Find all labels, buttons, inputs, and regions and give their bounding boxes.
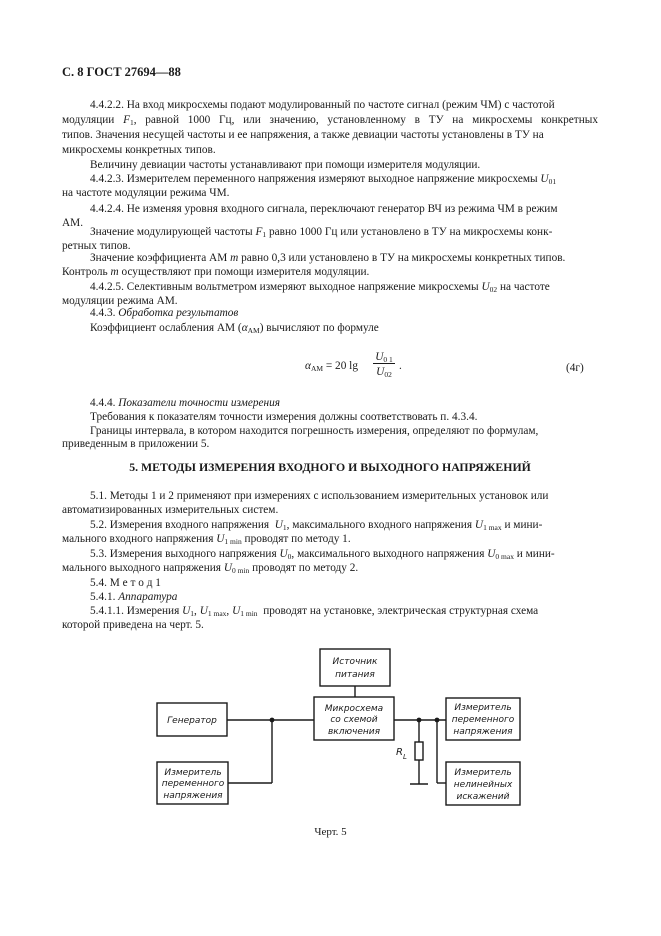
paragraph-5-1-line1: 5.1. Методы 1 и 2 применяют при измерениях с использованием измерительных установок или xyxy=(90,490,549,502)
paragraph-requirements: Требования к показателям точности измерения должны соответствовать п. 4.3.4. xyxy=(90,411,478,423)
formula-denominator: $U_{02}$ xyxy=(376,366,392,379)
chip-label-1: Микросхема xyxy=(324,704,384,714)
load-resistor xyxy=(415,742,423,760)
paragraph-am-coef-line2: Контроль m осуществляют при помощи измерителя модуляции. xyxy=(62,266,370,278)
paragraph-5-1-line2: автоматизированных измерительных систем. xyxy=(62,504,279,516)
equation-number: (4г) xyxy=(566,362,584,374)
resistor-label: R xyxy=(396,747,403,758)
output-meter-label-1: Измеритель xyxy=(454,703,512,713)
chip-label-3: включения xyxy=(327,727,381,737)
figure-caption: Черт. 5 xyxy=(314,826,347,838)
paragraph-4-4-2-4-line1: 4.4.2.4. Не изменяя уровня входного сигнала, переключают генератор ВЧ из режима ЧМ в режим xyxy=(90,203,558,215)
output-meter-label-2: переменного xyxy=(451,715,515,725)
junction-dot xyxy=(417,718,422,723)
paragraph-mod-freq-line1: Значение модулирующей частоты $F_1$ равно 1000 Гц или установлено в ТУ на микросхемы конк- xyxy=(90,226,553,239)
distortion-meter-label-2: нелинейных xyxy=(453,780,513,790)
paragraph-4-4-2-2-line2: модуляции $F_1$, равной 1000 Гц, или значению, установленному в ТУ на микросхемы конкретных xyxy=(62,114,599,127)
power-label-1: Источник xyxy=(332,657,378,667)
paragraph-4-4-2-2-line3: типов. Значения несущей частоты и ее напряжения, а также девиации частоты установлены в ТУ на xyxy=(62,129,544,141)
paragraph-bounds-line1: Границы интервала, в котором находится погрешность измерения, определяют по формулам, xyxy=(90,425,539,437)
chip-label-2: со схемой xyxy=(330,715,378,725)
paragraph-5-2-line1: 5.2. Измерения входного напряжения $U_1$, максимального входного напряжения $U_{1 max}$ и мини- xyxy=(90,519,543,532)
heading-5-4-1: 5.4.1. Аппаратура xyxy=(90,591,178,603)
power-supply-block xyxy=(320,649,390,686)
input-meter-label-2: переменного xyxy=(161,779,225,789)
heading-4-4-3: 4.4.3. Обработка результатов xyxy=(90,307,239,319)
formula-dot: . xyxy=(399,360,402,372)
paragraph-4-4-2-3-line1: 4.4.2.3. Измерителем переменного напряжения измеряют выходное напряжение микросхемы $U_{01}$ xyxy=(90,173,557,186)
paragraph-4-4-2-2-line1: 4.4.2.2. На вход микросхемы подают модулированный по частоте сигнал (режим ЧМ) с частотой xyxy=(90,99,555,111)
paragraph-4-4-2-4-line2: АМ. xyxy=(62,217,84,229)
paragraph-5-4-1-1-line1: 5.4.1.1. Измерения $U_1$, $U_{1 max}$, $U_{1 min}$ проводят на установке, электрическая структурная схема xyxy=(90,605,539,618)
distortion-meter-label-3: искажений xyxy=(456,792,510,802)
paragraph-am-coef-line1: Значение коэффициента АМ m равно 0,3 или установлено в ТУ на микросхемы конкретных типов. xyxy=(90,252,566,264)
paragraph-5-3-line1: 5.3. Измерения выходного напряжения $U_0$, максимального выходного напряжения $U_{0 max}$ и мини- xyxy=(90,548,555,561)
page-header: С. 8 ГОСТ 27694—88 xyxy=(62,65,181,79)
paragraph-mod-freq-line2: ретных типов. xyxy=(62,240,131,252)
paragraph-coefficient: Коэффициент ослабления АМ $(\alpha_{АМ})$ вычисляют по формуле xyxy=(90,322,379,335)
output-meter-label-3: напряжения xyxy=(453,727,513,737)
paragraph-4-4-2-3-line2: на частоте модуляции режима ЧМ. xyxy=(62,187,230,199)
section-title: 5. МЕТОДЫ ИЗМЕРЕНИЯ ВХОДНОГО И ВЫХОДНОГО НАПРЯЖЕНИЙ xyxy=(129,460,531,474)
paragraph-bounds-line2: приведенным в приложении 5. xyxy=(62,438,210,450)
input-meter-label-1: Измеритель xyxy=(164,768,222,778)
junction-dot xyxy=(270,718,275,723)
paragraph-5-2-line2: мального входного напряжения $U_{1 min}$ проводят по методу 1. xyxy=(62,533,351,546)
paragraph-4-4-2-5-line1: 4.4.2.5. Селективным вольтметром измеряют выходное напряжение микросхемы $U_{02}$ на частоте xyxy=(90,281,550,294)
formula-numerator: $U_{0 1}$ xyxy=(373,351,395,364)
junction-dot xyxy=(435,718,440,723)
heading-4-4-4: 4.4.4. Показатели точности измерения xyxy=(90,397,281,409)
paragraph-5-4-1-1-line2: которой приведена на черт. 5. xyxy=(62,619,204,631)
formula-lhs: $\alpha_{АМ} = 20$ lg xyxy=(305,360,358,373)
input-meter-label-3: напряжения xyxy=(163,791,223,801)
paragraph-deviation: Величину девиации частоты устанавливают при помощи измерителя модуляции. xyxy=(90,159,481,171)
power-label-2: питания xyxy=(335,670,375,680)
heading-method-1: 5.4. М е т о д 1 xyxy=(90,577,161,589)
paragraph-5-3-line2: мального выходного напряжения $U_{0 min}$ проводят по методу 2. xyxy=(62,562,359,575)
generator-label: Генератор xyxy=(167,716,217,726)
resistor-label-sub: L xyxy=(403,753,407,761)
distortion-meter-label-1: Измеритель xyxy=(454,768,512,778)
paragraph-4-4-2-5-line2: модуляции режима АМ. xyxy=(62,295,178,307)
paragraph-4-4-2-2-line4: микросхемы конкретных типов. xyxy=(62,144,216,156)
